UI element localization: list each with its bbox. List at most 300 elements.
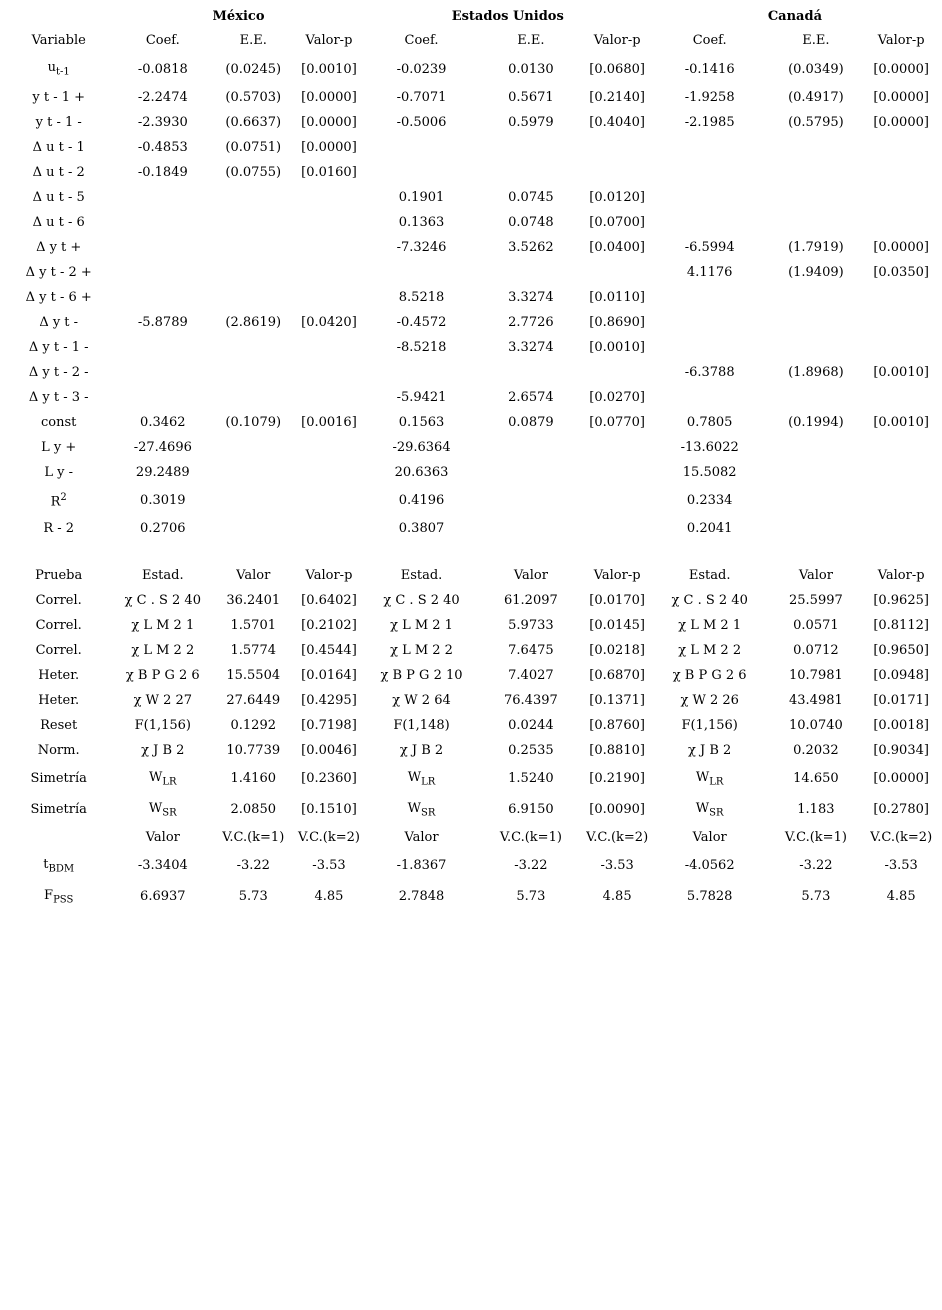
table-cell: 5.7828: [686, 889, 733, 904]
table-cell: [212, 285, 294, 310]
table-cell: [864, 516, 938, 541]
coef_header-row: [4, 28, 938, 53]
row-label: Δ y t +: [36, 240, 82, 255]
table-cell: $W_{LR}$: [407, 769, 436, 788]
table-cell: χ C . S 2 40: [124, 593, 201, 608]
table-row: [4, 763, 938, 794]
column-header: Valor-p: [877, 33, 925, 48]
table-cell: [0.0160]: [301, 165, 357, 180]
table-cell: [0.6402]: [301, 593, 357, 608]
table-cell: χ L M 2 2: [131, 643, 195, 658]
table-cell: [864, 135, 938, 160]
table-row: [4, 360, 938, 385]
table-cell: [768, 135, 865, 160]
row-label: Heter.: [38, 668, 80, 683]
table-cell: -3.22: [799, 858, 833, 873]
table-cell: [768, 210, 865, 235]
table-cell: [364, 135, 480, 160]
table-cell: [582, 460, 651, 485]
table-cell: χ L M 2 1: [678, 618, 742, 633]
table-cell: [294, 485, 363, 516]
table-cell: [0.9650]: [873, 643, 929, 658]
row-label: Δ y t - 1 -: [28, 340, 89, 355]
row-label: Heter.: [38, 693, 80, 708]
table-cell: 2.7726: [508, 315, 554, 330]
table-cell: 0.3019: [140, 493, 186, 508]
table-cell: (0.1079): [225, 415, 282, 430]
row-label: Correl.: [35, 618, 82, 633]
table-cell: χ L M 2 1: [131, 618, 195, 633]
table-cell: [0.6870]: [589, 668, 645, 683]
table-cell: [864, 460, 938, 485]
table-cell: (0.0755): [225, 165, 282, 180]
table-cell: [652, 135, 768, 160]
table-cell: 15.5504: [226, 668, 281, 683]
table-cell: [0.0420]: [301, 315, 357, 330]
table-cell: 0.7805: [686, 415, 733, 430]
table-cell: 0.1363: [398, 215, 445, 230]
table-cell: 0.3462: [140, 415, 186, 430]
column-header: Valor-p: [593, 33, 641, 48]
column-header: V.C.(k=1): [784, 830, 847, 845]
table-cell: [212, 210, 294, 235]
table-cell: 0.2041: [686, 521, 733, 536]
table-cell: [294, 210, 363, 235]
table-cell: 0.2706: [140, 521, 186, 536]
table-cell: [0.0000]: [873, 61, 929, 77]
table-cell: 0.5671: [508, 90, 554, 105]
row-label: const: [40, 415, 77, 430]
table-cell: -1.8367: [396, 858, 447, 873]
table-cell: [113, 385, 212, 410]
column-header: Variable: [31, 33, 86, 48]
row-label: $t_{BDM}$: [43, 856, 75, 875]
table-row: [4, 53, 938, 85]
table-cell: 2.0850: [230, 802, 276, 817]
table-cell: 6.6937: [140, 889, 186, 904]
table-cell: $W_{LR}$: [695, 769, 724, 788]
column-header: V.C.(k=2): [586, 830, 649, 845]
table-cell: 0.0745: [508, 190, 554, 205]
table-cell: χ C . S 2 40: [383, 593, 460, 608]
table-cell: [864, 210, 938, 235]
table-cell: [212, 260, 294, 285]
table-cell: [864, 160, 938, 185]
row-label: Δ y t -: [39, 315, 79, 330]
table-cell: [0.2360]: [301, 771, 357, 786]
table-cell: 14.650: [793, 771, 839, 786]
table-cell: -0.7071: [396, 90, 447, 105]
column-header: Valor: [404, 830, 439, 845]
coint_header-row: [4, 825, 938, 850]
table-cell: [0.8112]: [873, 618, 929, 633]
table-row: [4, 85, 938, 110]
table-cell: [0.1371]: [589, 693, 645, 708]
test_header-row: [4, 563, 938, 588]
table-cell: F(1,156): [681, 718, 738, 733]
table-cell: -3.53: [600, 858, 634, 873]
table-cell: 10.0740: [789, 718, 843, 733]
table-cell: 3.3274: [508, 340, 554, 355]
column-header: [4, 825, 113, 850]
table-cell: 0.4196: [398, 493, 445, 508]
table-cell: 0.2334: [686, 493, 733, 508]
table-cell: [294, 516, 363, 541]
table-cell: [864, 385, 938, 410]
column-header: Valor: [236, 568, 271, 583]
table-cell: -0.0239: [396, 61, 447, 77]
table-cell: [212, 485, 294, 516]
row-label: Simetría: [30, 802, 87, 817]
table-cell: [0.8810]: [589, 743, 645, 758]
column-header: Estad.: [688, 568, 731, 583]
table-cell: [0.0700]: [589, 215, 645, 230]
row-label: $R^2$: [50, 491, 67, 510]
table-cell: -2.3930: [137, 115, 188, 130]
table-row: [4, 516, 938, 541]
table-row: [4, 335, 938, 360]
table-cell: [113, 335, 212, 360]
table-row: [4, 713, 938, 738]
table-cell: [0.2140]: [589, 90, 645, 105]
table-cell: 2.7848: [398, 889, 445, 904]
table-row: [4, 881, 938, 912]
table-cell: -0.4853: [137, 140, 188, 155]
table-cell: [294, 385, 363, 410]
table-cell: 0.2535: [508, 743, 554, 758]
column-header: Valor-p: [305, 33, 353, 48]
table-cell: (1.7919): [788, 240, 844, 255]
table-cell: -2.2474: [137, 90, 188, 105]
table-cell: [479, 260, 582, 285]
table-cell: -1.9258: [684, 90, 735, 105]
table-cell: χ L M 2 2: [390, 643, 453, 658]
table-cell: [0.0218]: [589, 643, 645, 658]
table-cell: 5.9733: [508, 618, 554, 633]
table-cell: [0.0018]: [873, 718, 929, 733]
table-cell: 0.1563: [398, 415, 445, 430]
table-cell: [0.9625]: [873, 593, 929, 608]
table-cell: 1.5774: [230, 643, 276, 658]
column-header: Coef.: [145, 33, 180, 48]
table-cell: 0.2032: [793, 743, 839, 758]
table-cell: 15.5082: [682, 465, 737, 480]
row-label: y t - 1 -: [35, 115, 82, 130]
table-cell: [212, 435, 294, 460]
table-row: [4, 160, 938, 185]
country-header: Estados Unidos: [451, 8, 564, 24]
table-cell: 1.4160: [230, 771, 276, 786]
table-cell: [864, 335, 938, 360]
table-cell: (0.5795): [788, 115, 844, 130]
table-cell: 20.6363: [394, 465, 449, 480]
table-cell: χ J B 2: [141, 743, 185, 758]
table-cell: (0.4917): [788, 90, 844, 105]
row-label: Reset: [40, 718, 78, 733]
table-cell: [212, 235, 294, 260]
table-cell: 4.85: [602, 889, 632, 904]
table-cell: [582, 360, 651, 385]
table-cell: -3.3404: [137, 858, 188, 873]
table-cell: 1.5701: [230, 618, 276, 633]
regression-table: [4, 4, 938, 912]
table-cell: 1.5240: [508, 771, 554, 786]
table-cell: [864, 310, 938, 335]
row-label: Δ u t - 6: [32, 215, 85, 230]
column-header: Valor-p: [305, 568, 353, 583]
table-cell: 27.6449: [226, 693, 281, 708]
table-cell: 2.6574: [508, 390, 554, 405]
table-cell: χ B P G 2 6: [672, 668, 747, 683]
table-cell: [0.0120]: [589, 190, 645, 205]
country-header-row: [4, 4, 938, 28]
table-cell: [0.0000]: [873, 90, 929, 105]
table-cell: 0.5979: [508, 115, 554, 130]
table-cell: [0.0680]: [589, 61, 645, 77]
table-cell: 36.2401: [226, 593, 281, 608]
table-cell: [768, 516, 865, 541]
table-cell: [0.0350]: [873, 265, 929, 280]
table-cell: [0.0000]: [873, 115, 929, 130]
column-header: Valor-p: [593, 568, 641, 583]
table-row: [4, 688, 938, 713]
table-body: [4, 4, 938, 912]
table-cell: [768, 435, 865, 460]
table-cell: [479, 135, 582, 160]
column-header: Coef.: [404, 33, 439, 48]
table-cell: [582, 485, 651, 516]
column-header: Valor: [145, 830, 180, 845]
table-cell: [582, 160, 651, 185]
table-cell: [0.0000]: [873, 240, 929, 255]
row-label: L y -: [44, 465, 73, 480]
table-cell: [0.0145]: [589, 618, 645, 633]
table-cell: 5.73: [238, 889, 268, 904]
table-cell: [0.8760]: [589, 718, 645, 733]
table-cell: χ B P G 2 10: [380, 668, 463, 683]
table-cell: 4.85: [886, 889, 916, 904]
table-cell: -0.0818: [137, 61, 188, 77]
table-cell: -6.5994: [684, 240, 735, 255]
table-cell: [0.0010]: [589, 340, 645, 355]
table-row: [4, 588, 938, 613]
table-cell: χ J B 2: [688, 743, 732, 758]
table-cell: -3.22: [236, 858, 270, 873]
table-cell: [113, 185, 212, 210]
row-label: Δ u t - 2: [32, 165, 85, 180]
table-cell: [864, 285, 938, 310]
row-label: Δ y t - 3 -: [28, 390, 89, 405]
table-cell: -4.0562: [684, 858, 735, 873]
table-cell: F(1,148): [393, 718, 450, 733]
table-cell: 0.3807: [398, 521, 445, 536]
table-row: [4, 435, 938, 460]
table-cell: [0.0948]: [873, 668, 929, 683]
table-cell: [582, 516, 651, 541]
table-row: [4, 110, 938, 135]
table-cell: [479, 460, 582, 485]
column-header: E.E.: [517, 33, 545, 48]
table-cell: -5.8789: [137, 315, 188, 330]
table-cell: [864, 485, 938, 516]
column-header: Prueba: [35, 568, 83, 583]
table-cell: [294, 260, 363, 285]
table-cell: [0.4295]: [301, 693, 357, 708]
table-cell: 43.4981: [789, 693, 843, 708]
table-cell: [0.2190]: [589, 771, 645, 786]
column-header: Valor: [798, 568, 833, 583]
table-cell: [652, 310, 768, 335]
row-label: Norm.: [37, 743, 80, 758]
row-label: $F_{PSS}$: [44, 887, 74, 906]
table-cell: [0.0016]: [301, 415, 357, 430]
table-cell: [768, 310, 865, 335]
table-cell: 25.5997: [789, 593, 843, 608]
row-label: Δ u t - 5: [32, 190, 85, 205]
table-cell: -0.4572: [396, 315, 447, 330]
table-cell: [113, 260, 212, 285]
table-cell: [294, 460, 363, 485]
table-cell: [479, 516, 582, 541]
table-cell: χ C . S 2 40: [671, 593, 748, 608]
table-cell: [0.7198]: [301, 718, 357, 733]
table-row: [4, 235, 938, 260]
table-cell: 5.73: [801, 889, 831, 904]
table-cell: [0.2102]: [301, 618, 357, 633]
table-cell: [294, 285, 363, 310]
table-cell: [0.0164]: [301, 668, 357, 683]
row-label: Correl.: [35, 643, 82, 658]
table-row: [4, 260, 938, 285]
column-header: Valor: [692, 830, 727, 845]
table-row: [4, 485, 938, 516]
table-cell: [0.0000]: [301, 140, 357, 155]
table-row: [4, 185, 938, 210]
table-cell: χ L M 2 2: [678, 643, 742, 658]
table-cell: [294, 335, 363, 360]
table-cell: 5.73: [516, 889, 546, 904]
table-cell: χ W 2 64: [392, 693, 451, 708]
table-cell: (0.6637): [225, 115, 282, 130]
table-cell: F(1,156): [134, 718, 191, 733]
table-row: [4, 135, 938, 160]
table-cell: -3.53: [312, 858, 346, 873]
table-cell: [364, 260, 480, 285]
table-cell: [294, 185, 363, 210]
table-cell: [768, 460, 865, 485]
table-cell: [0.9034]: [873, 743, 929, 758]
table-cell: 29.2489: [135, 465, 190, 480]
table-row: [4, 285, 938, 310]
row-label: Δ u t - 1: [32, 140, 85, 155]
table-cell: (0.0349): [788, 61, 844, 77]
table-cell: [582, 260, 651, 285]
table-cell: [364, 360, 480, 385]
table-cell: 76.4397: [504, 693, 558, 708]
row-label: Δ y t - 6 +: [25, 290, 92, 305]
table-cell: [652, 185, 768, 210]
table-cell: [768, 160, 865, 185]
table-row: [4, 613, 938, 638]
table-cell: [294, 435, 363, 460]
column-header: V.C.(k=1): [222, 830, 285, 845]
table-cell: 0.0571: [793, 618, 839, 633]
table-cell: [212, 385, 294, 410]
table-cell: [212, 185, 294, 210]
table-row: [4, 310, 938, 335]
table-cell: -0.1849: [137, 165, 188, 180]
table-cell: [113, 235, 212, 260]
row-label: $u_{t-1}$: [47, 60, 70, 78]
column-header: V.C.(k=2): [870, 830, 933, 845]
table-cell: -29.6364: [392, 440, 451, 455]
table-cell: 0.0879: [508, 415, 554, 430]
table-cell: 10.7739: [226, 743, 281, 758]
table-cell: 0.0748: [508, 215, 554, 230]
table-cell: [113, 360, 212, 385]
table-cell: [113, 285, 212, 310]
table-cell: [0.0000]: [301, 90, 357, 105]
row-label: R - 2: [43, 521, 75, 536]
table-cell: -8.5218: [396, 340, 447, 355]
table-cell: (0.5703): [225, 90, 282, 105]
column-header: E.E.: [802, 33, 830, 48]
table-cell: $W_{LR}$: [149, 769, 177, 788]
table-row: [4, 385, 938, 410]
table-cell: (1.8968): [788, 365, 844, 380]
table-cell: [768, 285, 865, 310]
table-cell: [364, 160, 480, 185]
table-cell: [0.0010]: [873, 415, 929, 430]
table-cell: [0.0090]: [589, 802, 645, 817]
table-cell: $W_{SR}$: [148, 800, 177, 819]
table-cell: -0.5006: [396, 115, 447, 130]
column-header: Valor-p: [877, 568, 925, 583]
row-label: Δ y t - 2 -: [28, 365, 89, 380]
table-cell: [0.4544]: [301, 643, 357, 658]
table-row: [4, 738, 938, 763]
table-cell: [768, 185, 865, 210]
table-cell: [652, 285, 768, 310]
table-cell: 61.2097: [504, 593, 558, 608]
table-cell: 4.85: [314, 889, 344, 904]
header-blank: [4, 4, 113, 28]
table-cell: 0.0712: [793, 643, 839, 658]
table-cell: $W_{SR}$: [407, 800, 436, 819]
table-cell: [0.0110]: [589, 290, 645, 305]
country-header: México: [212, 8, 265, 24]
table-cell: -3.53: [884, 858, 918, 873]
table-cell: -27.4696: [133, 440, 192, 455]
table-cell: [479, 435, 582, 460]
table-cell: (1.9409): [788, 265, 844, 280]
table-cell: [113, 210, 212, 235]
table-cell: [652, 385, 768, 410]
column-header: Estad.: [142, 568, 184, 583]
spacer: [4, 541, 938, 563]
table-row: [4, 410, 938, 435]
table-cell: [0.0000]: [873, 771, 929, 786]
table-cell: [0.0400]: [589, 240, 645, 255]
table-cell: (0.0751): [225, 140, 282, 155]
table-cell: [582, 435, 651, 460]
table-cell: 7.4027: [508, 668, 554, 683]
table-cell: 4.1176: [686, 265, 733, 280]
table-cell: -2.1985: [684, 115, 735, 130]
row-label: Correl.: [35, 593, 82, 608]
row-label: Simetría: [30, 771, 87, 786]
table-cell: [0.0770]: [589, 415, 645, 430]
